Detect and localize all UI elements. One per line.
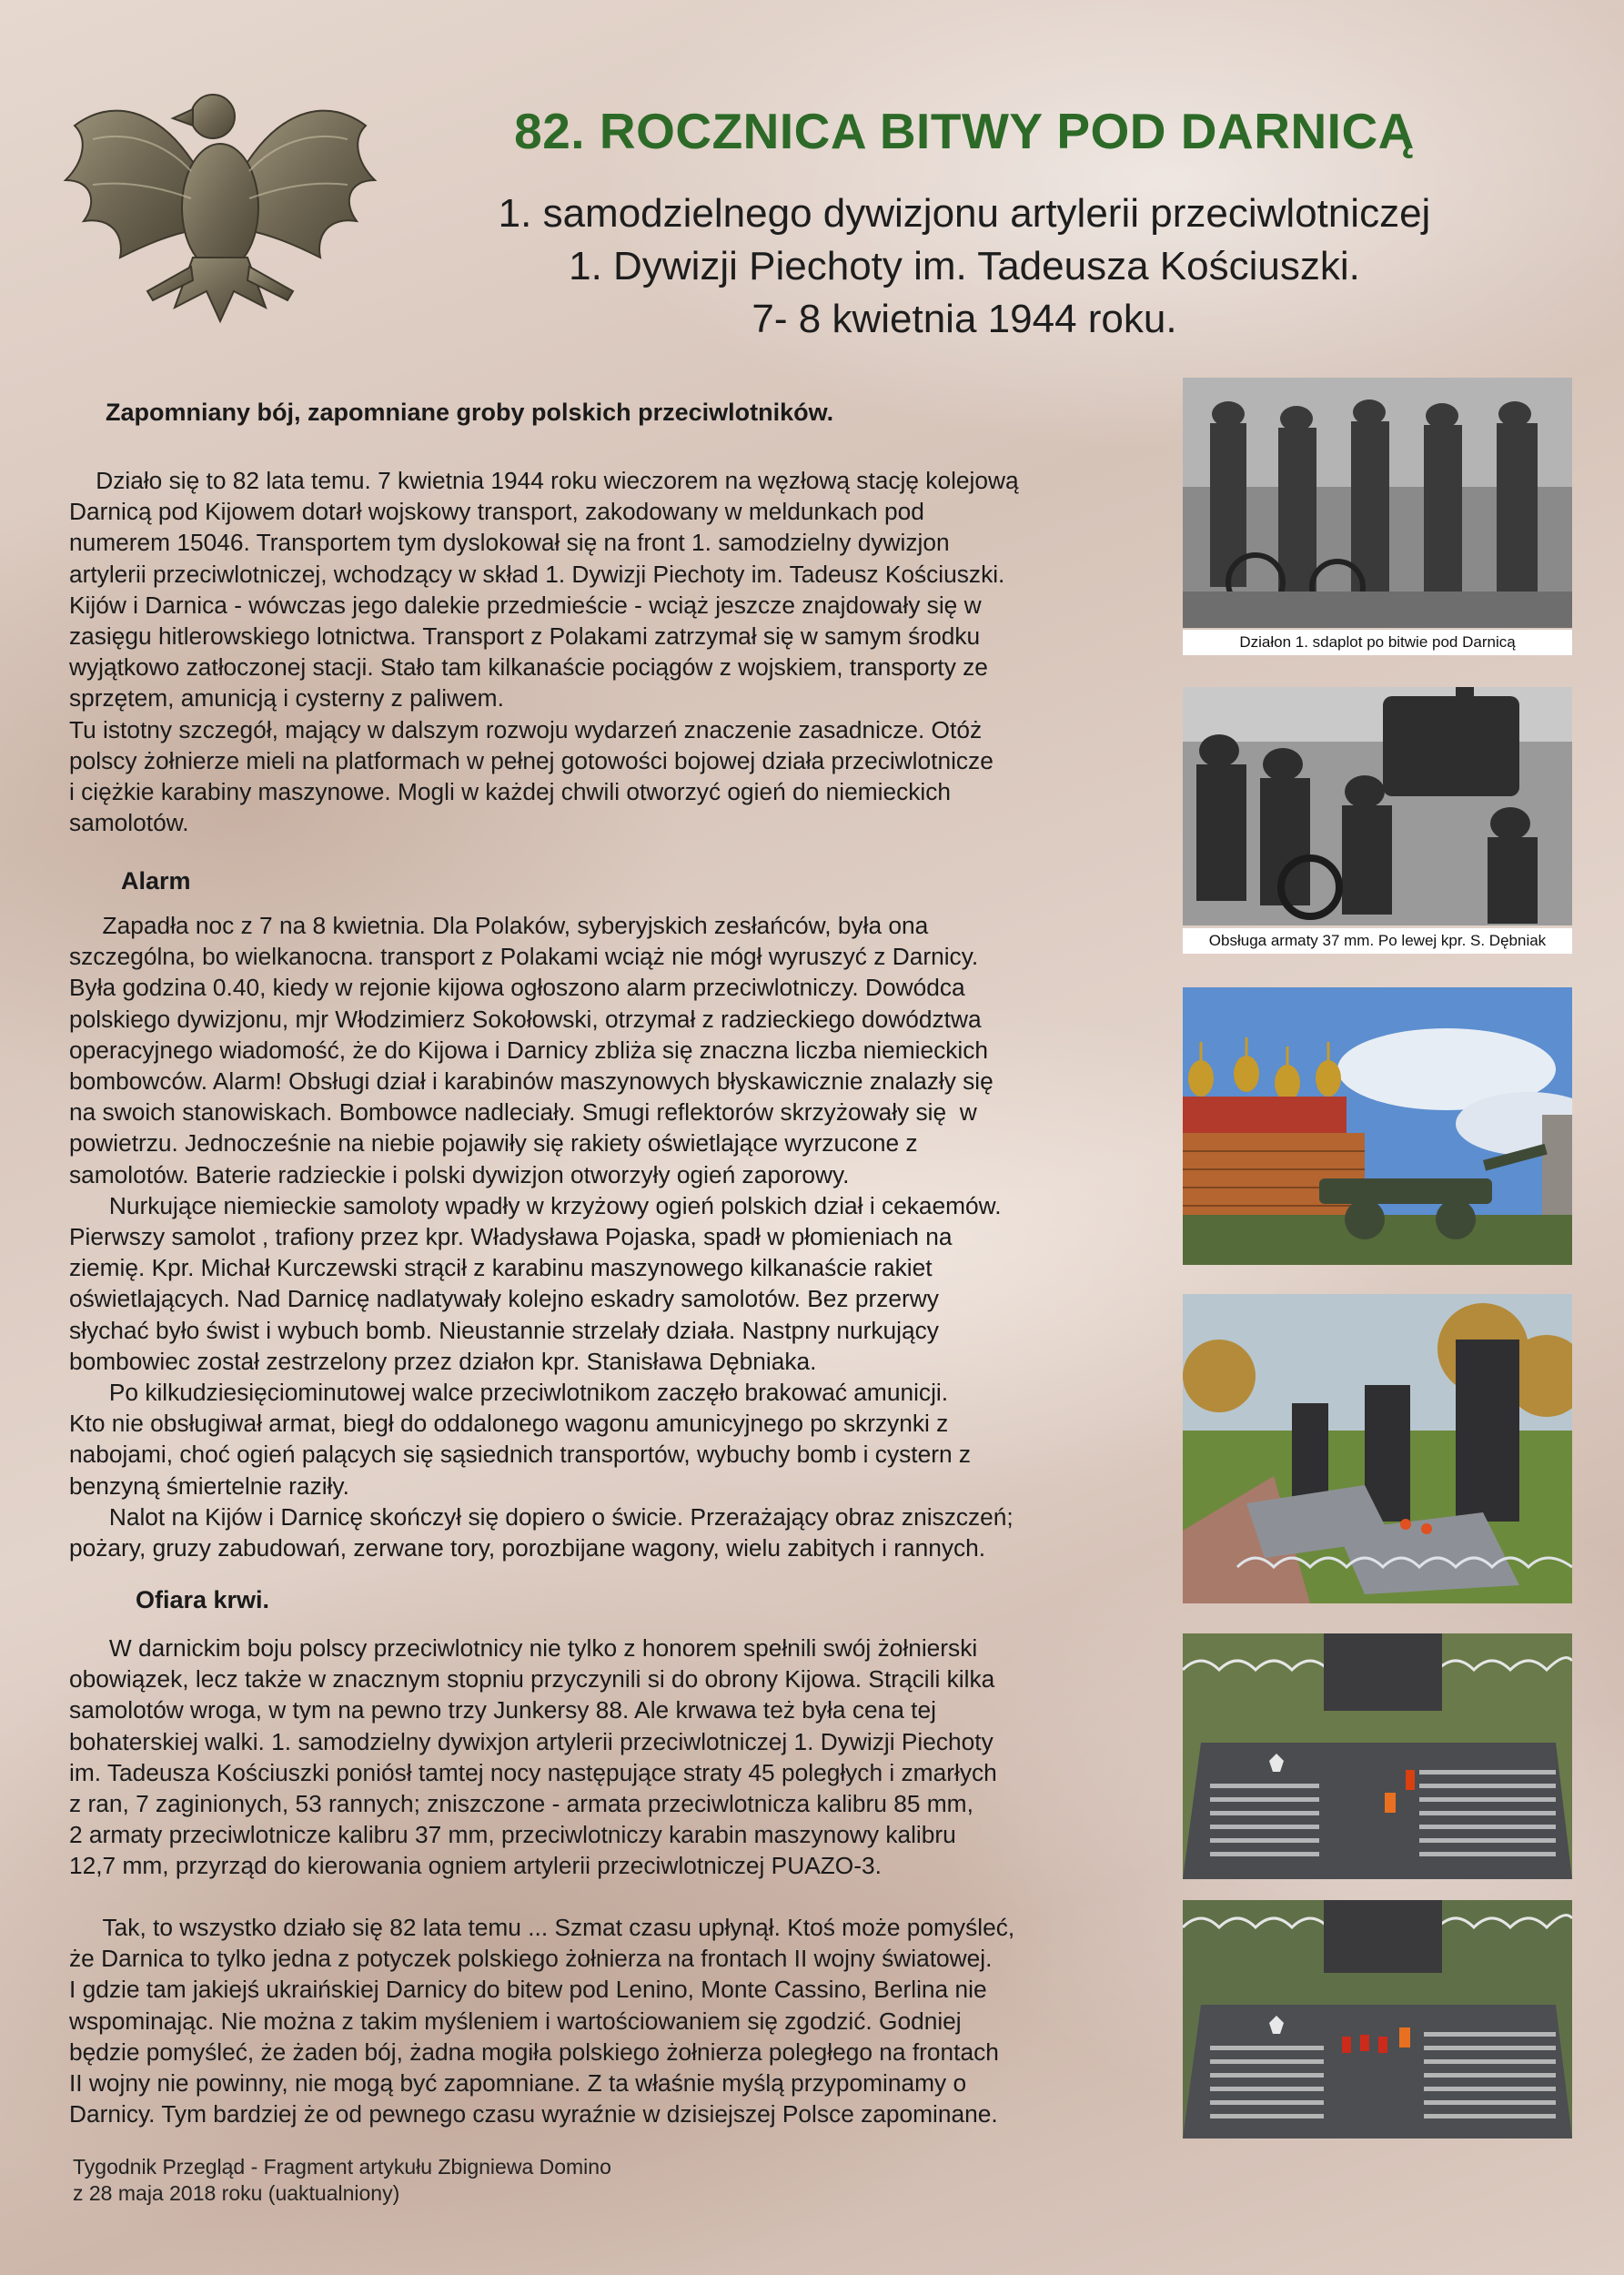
section-heading-blood: Ofiara krwi. (136, 1586, 270, 1613)
text-line: numerem 15046. Transportem tym dyslokował się na front 1. samodzielny dywizjon (69, 529, 950, 557)
section-heading-forgotten: Zapomniany bój, zapomniane groby polskich przeciwlotników. (106, 399, 834, 426)
photo-grave-slab-2 (1183, 1900, 1572, 2138)
text-line: 2 armaty przeciwlotnicze kalibru 37 mm, przeciwlotniczy karabin maszynowy kalibru (69, 1821, 956, 1849)
source-line: Tygodnik Przegląd - Fragment artykułu Zbigniewa Domino (73, 2155, 611, 2179)
photo-gun-crew (1183, 687, 1572, 925)
subtitle-line: 1. Dywizji Piechoty im. Tadeusza Kościuszki. (569, 244, 1360, 288)
text-line: Nurkujące niemieckie samoloty wpadły w krzyżowy ogień polskich dział i cekaemów. (69, 1191, 1002, 1219)
text-line: słychać było świst i wybuch bomb. Nieustannie strzelały działa. Nastpny nurkujący (69, 1316, 939, 1344)
text-line: wspominając. Nie można z takim myśleniem i wartościowaniem się zgodzić. Godniej (69, 2007, 962, 2035)
text-line: Kijów i Darnica - wówczas jego dalekie przedmieście - wciąż jeszcze znajdowały się w (69, 591, 982, 619)
text-line: nabojami, choć ogień palących się sąsiednich transportów, wybuchy bomb i cystern z (69, 1441, 972, 1469)
text-line: Kto nie obsługiwał armat, biegł do oddalonego wagonu amunicyjnego po skrzynki z (69, 1410, 949, 1438)
section-heading-alarm: Alarm (121, 867, 191, 895)
page-title: 82. ROCZNICA BITWY POD DARNICĄ (514, 103, 1415, 159)
text-line: i ciężkie karabiny maszynowe. Mogli w każdej chwili otworzyć ogień do niemieckich (69, 778, 951, 806)
text-line: operacyjnego wiadomość, że do Kijowa i Darnicy zbliża się znaczna liczba niemieckich (69, 1036, 988, 1064)
text-line: na swoich stanowiskach. Bombowce nadleciały. Smugi reflektorów skrzyżowały się w (69, 1098, 977, 1127)
subtitle-line: 7- 8 kwietnia 1944 roku. (751, 297, 1177, 341)
text-line: samolotów. (69, 809, 189, 837)
text-line: Darnicą pod Kijowem dotarł wojskowy transport, zakodowany w meldunkach pod (69, 498, 924, 526)
section-text-blood (69, 1633, 997, 1882)
text-line: samolotów. Baterie radzieckie i polski dywizjon otworzyły ogień zaporowy. (69, 1160, 850, 1188)
text-line: W darnickim boju polscy przeciwlotnicy nie tylko z honorem spełnili swój żołnierski (69, 1634, 978, 1662)
text-line: Pierwszy samolot , trafiony przez kpr. Władysława Pojaska, spadł w płomieniach na (69, 1223, 953, 1251)
text-line: polskiego dywizjonu, mjr Włodzimierz Sokołowski, otrzymał z radzieckiego dowództwa (69, 1005, 982, 1033)
text-line: bohaterskiej walki. 1. samodzielny dywixjon artylerii przeciwlotniczej 1. Dywizji Piechoty (69, 1727, 994, 1755)
photo-soldiers-group (1183, 378, 1572, 628)
text-line: powietrzu. Jednocześnie na niebie pojawiły się rakiety oświetlające wyrzucone z (69, 1129, 918, 1158)
text-line: polscy żołnierze mieli na platformach w pełnej gotowości bojowej działa przeciwlotnicze (69, 746, 994, 774)
text-line: artylerii przeciwlotniczej, wchodzący w skład 1. Dywizji Piechoty im. Tadeusz Kościuszki. (69, 560, 1005, 588)
text-line: oświetlających. Nad Darnicę nadlatywały kolejno eskadry samolotów. Bez przerwy (69, 1285, 939, 1313)
text-line: Tu istotny szczegół, mający w dalszym rozwoju wydarzeń znaczenie zasadnicze. Otóż (69, 715, 983, 743)
text-line: bombowiec został zestrzelony przez działon kpr. Stanisława Dębniaka. (69, 1347, 817, 1375)
subtitle-line: 1. samodzielnego dywizjonu artylerii przeciwlotniczej (498, 191, 1431, 236)
section-text-forgotten (69, 465, 1019, 838)
text-line: benzyną śmiertelnie raziły. (69, 1471, 349, 1500)
text-line: obowiązek, lecz także w znacznym stopniu przyczynili si do obrony Kijowa. Strącili kilka (69, 1665, 995, 1694)
text-line: Była godzina 0.40, kiedy w rejonie kijowa ogłoszono alarm przeciwlotniczy. Dowódca (69, 974, 965, 1002)
section-text-closing (69, 1912, 1014, 2129)
text-line: im. Tadeusza Kościuszki poniósł tamtej nocy następujące straty 45 poległych i zmarłych (69, 1758, 997, 1786)
photo-grave-slab-1 (1183, 1633, 1572, 1879)
source-line: z 28 maja 2018 roku (uaktualniony) (73, 2181, 400, 2205)
photo-war-graves (1183, 1294, 1572, 1603)
photo-caption: Obsługa armaty 37 mm. Po lewej kpr. S. Dębniak (1183, 928, 1572, 954)
text-line: zasięgu hitlerowskiego lotnictwa. Transport z Polakami zatrzymał się w samym środku (69, 622, 981, 651)
text-line: Nalot na Kijów i Darnicę skończył się dopiero o świcie. Przerażający obraz zniszczeń; (69, 1502, 1014, 1531)
text-line: wyjątkowo zatłoczonej stacji. Stało tam kilkanaście pociągów z wojskiem, transporty ze (69, 653, 988, 682)
text-line: bombowców. Alarm! Obsługi dział i karabinów maszynowych błyskawicznie znalazły się (69, 1067, 994, 1096)
text-line: II wojny nie powinny, nie mogą być zapomniane. Z ta właśnie myślą przypominamy o (69, 2069, 967, 2098)
polish-eagle-emblem (56, 53, 384, 335)
text-line: Po kilkudziesięciominutowej walce przeciwlotnikom zaczęło brakować amunicji. (69, 1379, 949, 1407)
text-line: ziemię. Kpr. Michał Kurczewski strącił z karabinu maszynowego kilkanaście rakiet (69, 1254, 933, 1282)
text-line: Darnicy. Tym bardziej że od pewnego czasu wyraźnie w dzisiejszej Polsce zapominane. (69, 2100, 998, 2128)
section-text-alarm (69, 910, 1014, 1563)
text-line: Zapadła noc z 7 na 8 kwietnia. Dla Polaków, syberyjskich zesłańców, była ona (69, 912, 929, 939)
text-line: z ran, 7 zaginionych, 53 rannych; zniszczone - armata przeciwlotnicza kalibru 85 mm, (69, 1790, 973, 1818)
photo-caption: Działon 1. sdaplot po bitwie pod Darnicą (1183, 630, 1572, 655)
page-subtitle (400, 187, 1528, 346)
article-source (73, 2154, 611, 2207)
text-line: samolotów wroga, w tym na pewno trzy Junkersy 88. Ale krwawa też była cena tej (69, 1696, 936, 1724)
text-line: Tak, to wszystko działo się 82 lata temu ... Szmat czasu upłynął. Ktoś może pomyśleć, (69, 1914, 1015, 1941)
photo-chapel-and-gun (1183, 987, 1572, 1265)
text-line: będzie pomyśleć, że żaden bój, żadna mogiła polskiego żołnierza poległego na frontach (69, 2037, 999, 2066)
text-line: szczególna, bo wielkanocna. transport z Polakami wciąż nie mógł wyruszyć z Darnicy. (69, 943, 979, 971)
text-line: że Darnica to tylko jedna z potyczek polskiego żołnierza na frontach II wojny światowej. (69, 1945, 993, 1973)
text-line: 12,7 mm, przyrząd do kierowania ogniem artylerii przeciwlotniczej PUAZO-3. (69, 1852, 882, 1880)
text-line: pożary, gruzy zabudowań, zerwane tory, porozbijane wagony, wielu zabitych i rannych. (69, 1534, 986, 1562)
text-line: I gdzie tam jakiejś ukraińskiej Darnicy do bitew pod Lenino, Monte Cassino, Berlina nie (69, 1976, 987, 2004)
text-line: sprzętem, amunicją i cysterny z paliwem. (69, 684, 504, 713)
text-line: Działo się to 82 lata temu. 7 kwietnia 1944 roku wieczorem na węzłową stację kolejową (69, 467, 1019, 494)
